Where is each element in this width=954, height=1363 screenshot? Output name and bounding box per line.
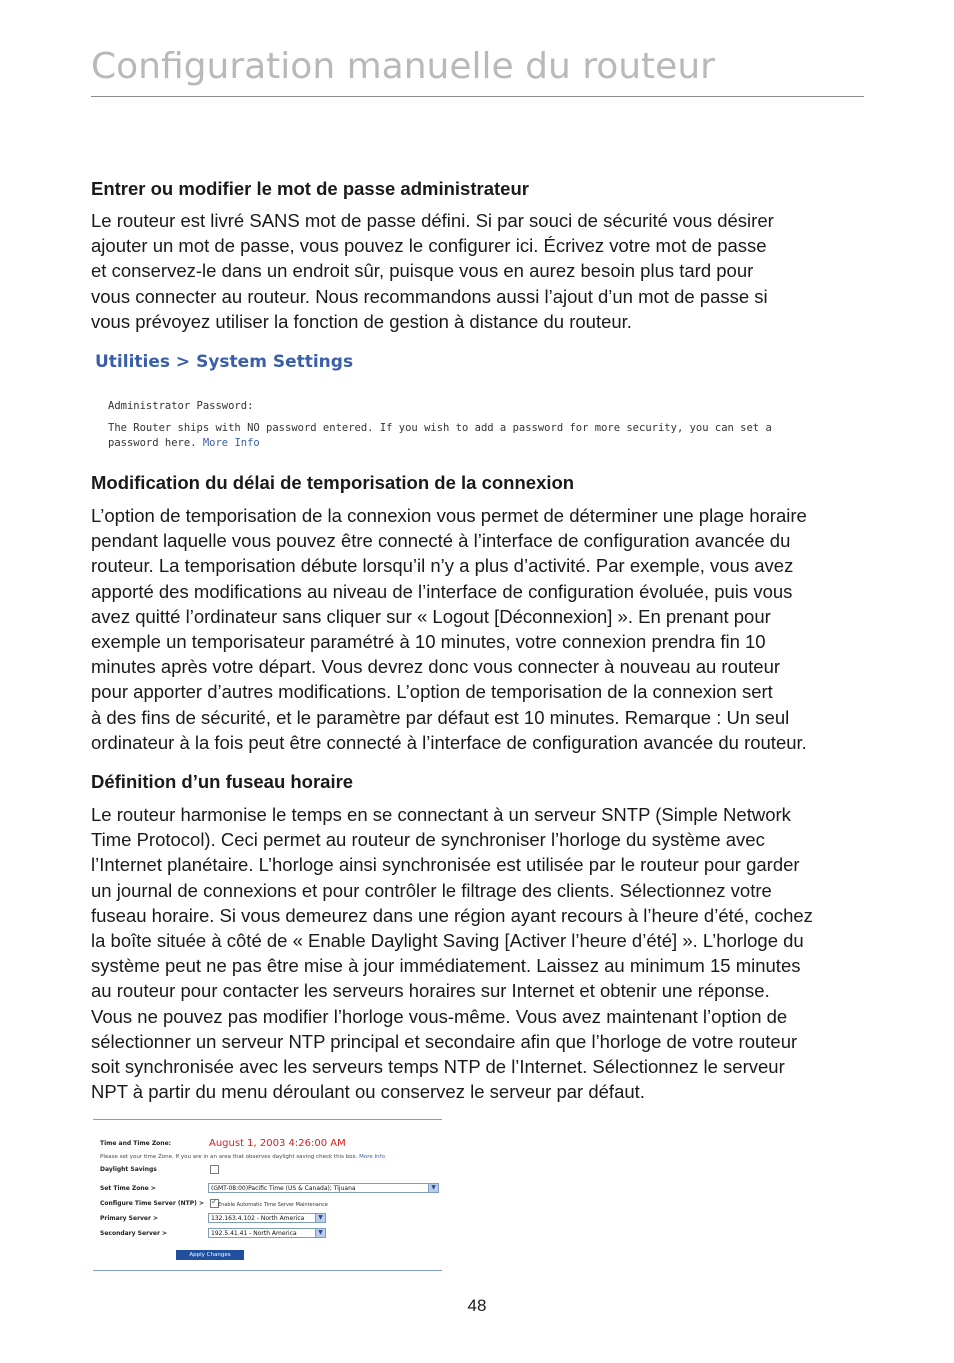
body-line: NPT à partir du menu déroulant ou conservez le serveur par défaut. [91,1081,645,1103]
daylight-savings-checkbox[interactable] [210,1165,219,1174]
body-line: à des fins de sécurité, et le paramètre par défaut est 10 minutes. Remarque : Un seul [91,706,790,728]
daylight-savings-label: Daylight Savings [100,1166,157,1173]
body-line: fuseau horaire. Si vous demeurez dans une région ayant recours à l’heure d’été, cochez [91,904,813,926]
time-zone-label: Time and Time Zone: [100,1140,172,1147]
description-line: The Router ships with NO password entered. If you wish to add a password for more security, you can set a [108,422,772,434]
body-line: exemple un temporisateur paramétré à 10 minutes, votre connexion prendra fin 10 [91,631,766,653]
section-body-password [91,208,891,334]
apply-changes-button[interactable]: Apply Changes [176,1250,244,1260]
body-line: apporté des modifications au niveau de l’interface de configuration évoluée, puis vous [91,580,793,602]
chevron-down-icon: ▼ [315,1229,325,1237]
body-line: Time Protocol). Ceci permet au routeur de synchroniser l’horloge du système avec [91,829,765,851]
section-heading-password: Entrer ou modifier le mot de passe administrateur [91,178,529,199]
chevron-down-icon: ▼ [428,1184,438,1192]
secondary-server-select[interactable]: 192.5.41.41 - North America ▼ [208,1228,326,1238]
ntp-note: Enable Automatic Time Server Maintenance [218,1202,328,1208]
more-info-link[interactable]: More Info [202,437,260,449]
section-body-timeout [91,503,891,755]
primary-server-label: Primary Server > [100,1215,159,1222]
section-heading-timeout: Modification du délai de temporisation de la connexion [91,472,575,493]
body-line: vous connecter au routeur. Nous recommandons aussi l’ajout d’un mot de passe si [91,285,768,307]
set-time-zone-label: Set Time Zone > [100,1185,156,1192]
divider [93,1270,442,1271]
body-line: L’option de temporisation de la connexion vous permet de déterminer une plage horaire [91,505,807,526]
body-line: pendant laquelle vous pouvez être connecté à l’interface de configuration avancée du [91,530,791,552]
body-line: sélectionner un serveur NTP principal et secondaire afin que l’horloge de votre routeur [91,1030,798,1052]
body-line: Le routeur est livré SANS mot de passe défini. Si par souci de sécurité vous désirer [91,210,774,231]
admin-password-description [108,421,773,451]
time-zone-screenshot [93,1118,442,1272]
chevron-down-icon: ▼ [315,1214,325,1222]
admin-password-label: Administrator Password: [108,400,254,412]
body-line: au routeur pour contacter les serveurs horaires sur Internet et obtenir une réponse. [91,980,770,1002]
title-divider [91,96,864,97]
body-line: Le routeur harmonise le temps en se connectant à un serveur SNTP (Simple Network [91,804,791,825]
current-time-value: August 1, 2003 4:26:00 AM [209,1138,346,1149]
time-zone-select[interactable]: (GMT-08:00)Pacific Time (US & Canada); Tijuana ▼ [208,1183,439,1193]
body-line: ajouter un mot de passe, vous pouvez le configurer ici. Écrivez votre mot de passe [91,235,767,257]
body-line: Vous ne pouvez pas modifier l’horloge vous-même. Vous avez maintenant l’option de [91,1005,788,1027]
breadcrumb: Utilities > System Settings [95,352,354,372]
body-line: système peut ne pas être mise à jour immédiatement. Laissez au minimum 15 minutes [91,955,801,977]
time-zone-note: Please set your time Zone. If you are in an area that observes daylight saving check this box. More Info [100,1154,385,1160]
body-line: vous prévoyez utiliser la fonction de gestion à distance du routeur. [91,310,632,332]
secondary-server-label: Secondary Server > [100,1230,168,1237]
body-line: soit synchronisée avec les serveurs temps NTP de l’Internet. Sélectionnez le serveur [91,1056,785,1078]
body-line: routeur. La temporisation débute lorsqu’il n’y a plus d’activité. Par exemple, vous avez [91,555,794,577]
section-heading-timezone: Définition d’un fuseau horaire [91,771,354,792]
page-number: 48 [467,1296,487,1315]
divider [93,1119,442,1120]
section-body-timezone [91,802,891,1104]
system-settings-screenshot [93,350,773,460]
body-line: minutes après votre départ. Vous devrez donc vous connecter à nouveau au routeur [91,656,781,678]
body-line: l’Internet planétaire. L’horloge ainsi synchronisée est utilisée par le routeur pour garder [91,854,800,876]
primary-server-select[interactable]: 132.163.4.102 - North America ▼ [208,1213,326,1223]
body-line: avez quitté l’ordinateur sans cliquer sur « Logout [Déconnexion] ». En prenant pour [91,605,771,627]
body-line: ordinateur à la fois peut être connecté à l’interface de configuration avancée du routeur. [91,731,807,753]
body-line: et conservez-le dans un endroit sûr, puisque vous en aurez besoin plus tard pour [91,260,754,282]
body-line: la boîte située à côté de « Enable Daylight Saving [Activer l’heure d’été] ». L’horloge du [91,930,804,952]
body-line: un journal de connexions et pour contrôler le filtrage des clients. Sélectionnez votre [91,879,772,901]
more-info-link[interactable]: More Info [359,1154,385,1160]
body-line: pour apporter d’autres modifications. L’option de temporisation de la connexion sert [91,681,773,703]
description-line-2: password here. More Info [108,437,260,449]
ntp-label: Configure Time Server (NTP) > [100,1200,204,1207]
page-title: Configuration manuelle du routeur [91,46,715,87]
